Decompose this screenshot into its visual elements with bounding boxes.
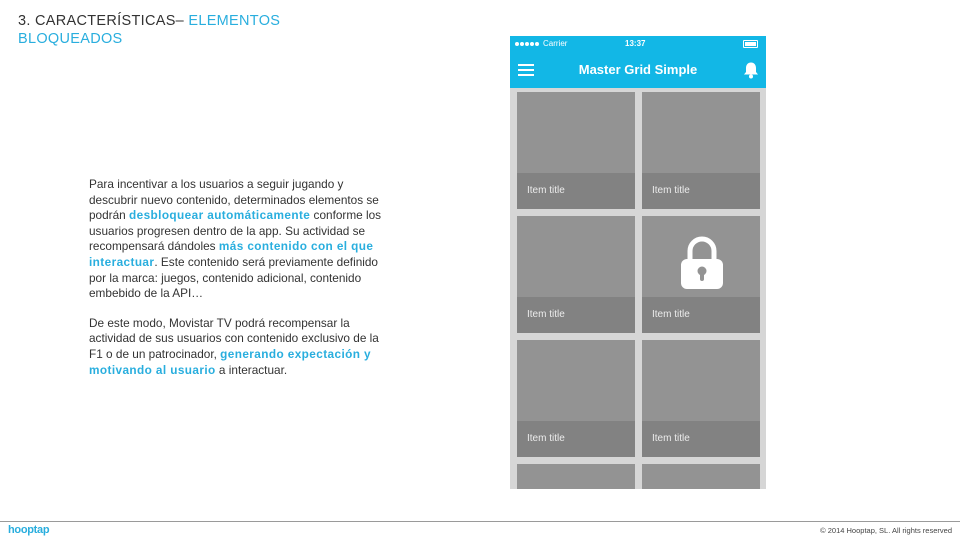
highlight-text: más contenido con el que interactuar [89,239,374,269]
tile-label: Item title [517,421,635,457]
grid-tile[interactable] [517,216,635,333]
slide-title [18,12,338,48]
highlight-text: generando expectación y motivando al usuario [89,346,371,377]
battery-icon [743,40,758,48]
body-segment: conforme los usuarios progresen dentro de la app. Su actividad se recompensará dándoles [89,208,382,254]
grid-tile-locked[interactable] [642,216,760,333]
tile-label: Item title [642,421,760,457]
phone-mockup [510,36,766,489]
paragraph-2 [89,316,394,378]
highlight-text: desbloquear automáticamente [129,208,311,223]
bell-icon[interactable] [743,61,759,79]
carrier-label: Carrier [543,39,568,48]
hooptap-logo: hooptap [8,524,50,536]
tile-label: Item title [517,173,635,209]
body-segment: Para incentivar a los usuarios a seguir jugando y descubrir nuevo contenido, determinados elementos se podrán [89,177,379,223]
tile-label: Item title [642,173,760,209]
status-bar [510,36,766,52]
lock-icon [678,236,726,290]
signal-dots-icon [515,36,540,52]
title-accent: ELEMENTOS BLOQUEADOS [18,13,281,47]
grid-tile[interactable] [642,92,760,209]
grid-tile[interactable] [517,464,635,489]
tile-label: Item title [517,297,635,333]
copyright-text: © 2014 Hooptap, SL. All rights reserved [820,526,952,535]
body-segment: . Este contenido será previamente definido por la marca: juegos, contenido adicional, contenido embebido de la API… [89,254,378,301]
footer-divider [0,521,960,522]
paragraph-1 [89,177,394,302]
title-main: 3. CARACTERÍSTICAS– [18,13,189,29]
status-time: 13:37 [625,39,646,48]
nav-bar [510,52,766,88]
description-text [89,177,394,392]
grid-tile[interactable] [517,340,635,457]
body-segment: De este modo, Movistar TV podrá recompensar la actividad de sus usuarios con contenido exclusivo de la F1 o de un patrocinador, [89,315,379,361]
body-segment: a interactuar. [215,362,288,377]
tile-label: Item title [642,297,760,333]
grid-tile[interactable] [517,92,635,209]
grid-tile[interactable] [642,464,760,489]
nav-title: Master Grid Simple [578,62,698,77]
item-grid [517,92,760,489]
grid-tile[interactable] [642,340,760,457]
hamburger-icon[interactable] [518,64,534,76]
